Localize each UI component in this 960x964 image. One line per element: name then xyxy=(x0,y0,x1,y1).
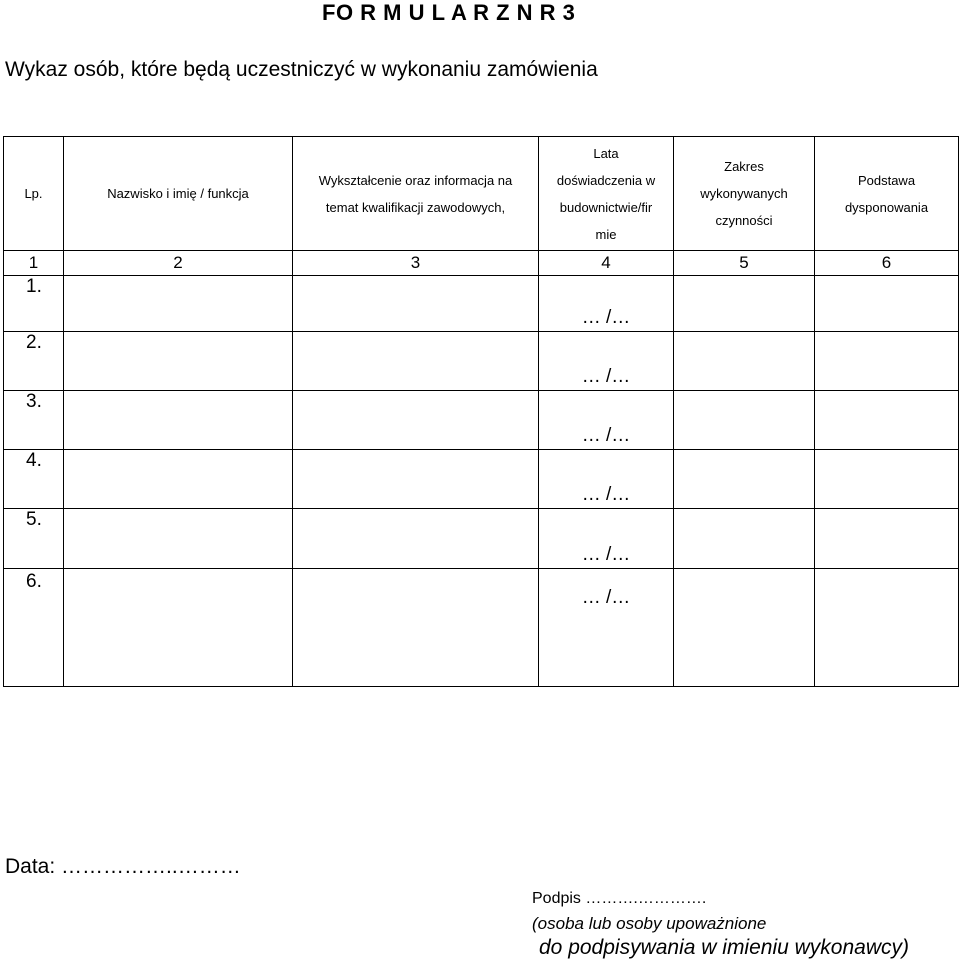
table-row xyxy=(4,509,959,569)
header-experience-line1: Lata xyxy=(593,145,619,161)
row-basis-cell[interactable] xyxy=(815,276,959,332)
row-scope-cell[interactable] xyxy=(674,391,815,450)
table-row xyxy=(4,391,959,450)
header-basis-line1: Podstawa xyxy=(857,172,916,188)
column-number: 6 xyxy=(815,251,959,276)
header-education-line1: Wykształcenie oraz informacja na xyxy=(318,172,513,188)
header-scope-line1: Zakres xyxy=(724,159,764,174)
row-lp: 5. xyxy=(4,509,64,569)
row-lp: 2. xyxy=(4,332,64,391)
row-education-cell[interactable] xyxy=(293,450,539,509)
column-number: 1 xyxy=(4,251,64,276)
header-experience-line4: mie xyxy=(595,226,617,242)
row-education-cell[interactable] xyxy=(293,391,539,450)
header-row xyxy=(4,137,959,251)
row-basis-cell[interactable] xyxy=(815,332,959,391)
row-scope-cell[interactable] xyxy=(674,509,815,569)
form-subtitle: Wykaz osób, które będą uczestniczyć w wykonaniu zamówienia xyxy=(5,58,598,81)
column-number: 5 xyxy=(674,251,815,276)
signature-field[interactable]: Podpis ……….…………. xyxy=(532,890,707,907)
row-years-cell[interactable]: … /… xyxy=(539,569,674,687)
row-basis-cell[interactable] xyxy=(815,509,959,569)
header-experience xyxy=(539,137,674,251)
table-row xyxy=(4,569,959,687)
row-lp: 6. xyxy=(4,569,64,687)
row-scope-cell[interactable] xyxy=(674,569,815,687)
header-basis-line2: dysponowania xyxy=(844,199,929,215)
row-name-cell[interactable] xyxy=(64,391,293,450)
column-number: 4 xyxy=(539,251,674,276)
column-number: 2 xyxy=(64,251,293,276)
signature-note-line2: do podpisywania w imieniu wykonawcy) xyxy=(539,936,910,959)
row-lp: 4. xyxy=(4,450,64,509)
row-scope-cell[interactable] xyxy=(674,332,815,391)
form-title: FO R M U L A R Z N R 3 xyxy=(322,0,576,25)
row-name-cell[interactable] xyxy=(64,509,293,569)
signature-note-line1: (osoba lub osoby upoważnione xyxy=(532,914,767,933)
column-number: 3 xyxy=(293,251,539,276)
row-years-cell[interactable]: … /… xyxy=(539,276,674,332)
row-scope-cell[interactable] xyxy=(674,450,815,509)
header-education xyxy=(293,137,539,251)
row-name-cell[interactable] xyxy=(64,450,293,509)
header-scope-line2: wykonywanych xyxy=(700,186,788,201)
table-row xyxy=(4,450,959,509)
header-scope-line3: czynności xyxy=(715,213,773,228)
row-name-cell[interactable] xyxy=(64,569,293,687)
row-scope-cell[interactable] xyxy=(674,276,815,332)
row-basis-cell[interactable] xyxy=(815,450,959,509)
row-education-cell[interactable] xyxy=(293,276,539,332)
row-education-cell[interactable] xyxy=(293,509,539,569)
header-experience-line3: budownictwie/fir xyxy=(559,199,653,215)
header-experience-line2: doświadczenia w xyxy=(556,172,656,188)
header-basis xyxy=(815,137,959,251)
table-row xyxy=(4,332,959,391)
row-years-cell[interactable]: … /… xyxy=(539,450,674,509)
header-scope xyxy=(674,137,815,251)
row-name-cell[interactable] xyxy=(64,332,293,391)
row-basis-cell[interactable] xyxy=(815,391,959,450)
persons-table xyxy=(3,136,959,687)
row-lp: 3. xyxy=(4,391,64,450)
row-basis-cell[interactable] xyxy=(815,569,959,687)
row-years-cell[interactable]: … /… xyxy=(539,509,674,569)
row-lp: 1. xyxy=(4,276,64,332)
header-name: Nazwisko i imię / funkcja xyxy=(64,137,293,251)
row-years-cell[interactable]: … /… xyxy=(539,332,674,391)
header-lp: Lp. xyxy=(4,137,64,251)
column-number-row xyxy=(4,251,959,276)
row-name-cell[interactable] xyxy=(64,276,293,332)
date-field[interactable]: Data: ……………..……… xyxy=(5,855,241,878)
row-education-cell[interactable] xyxy=(293,569,539,687)
row-education-cell[interactable] xyxy=(293,332,539,391)
table-row xyxy=(4,276,959,332)
row-years-cell[interactable]: … /… xyxy=(539,391,674,450)
header-education-line2: temat kwalifikacji zawodowych, xyxy=(325,199,506,215)
